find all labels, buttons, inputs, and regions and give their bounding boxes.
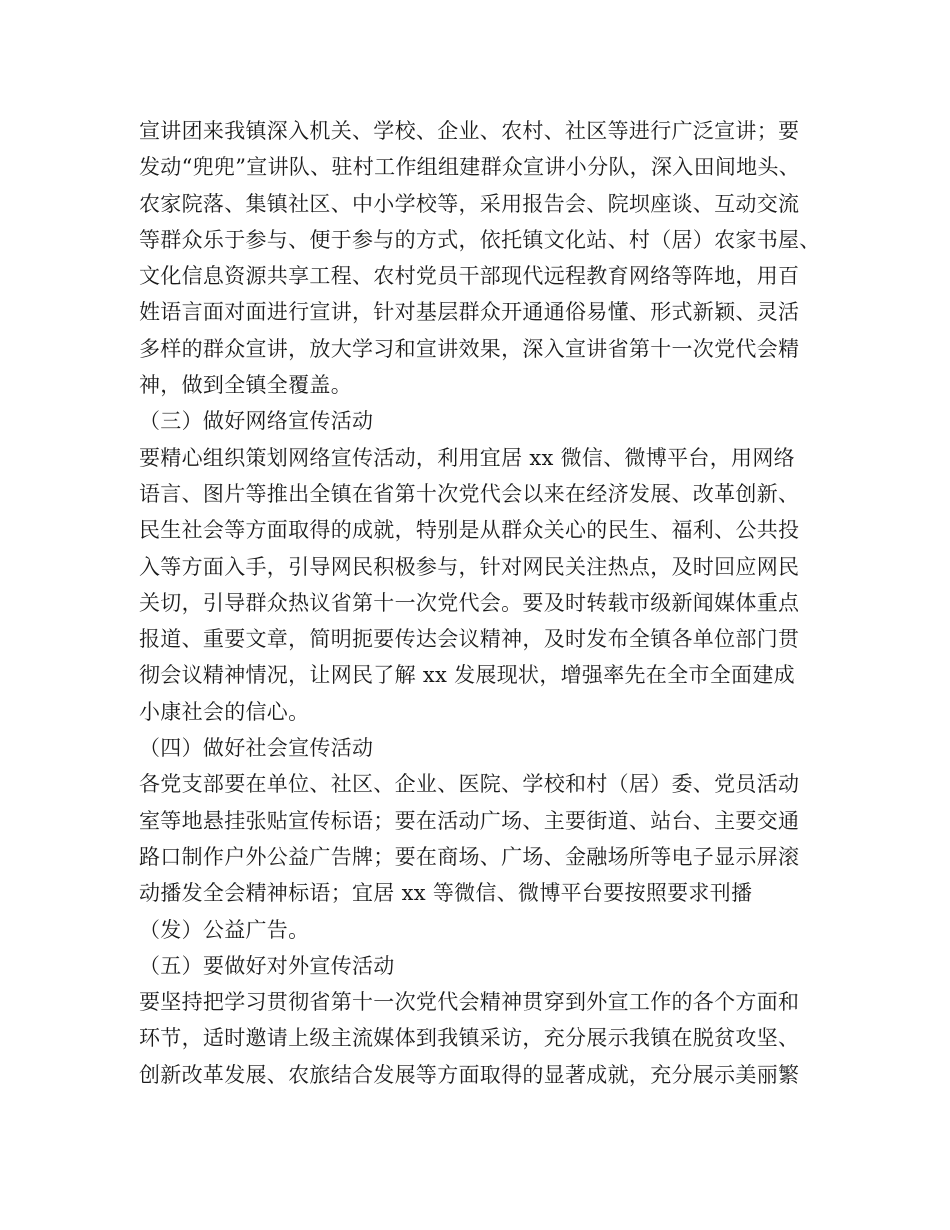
section-heading-4: （四）做好社会宣传活动	[139, 736, 374, 761]
paragraph-line: 多样的群众宣讲，放大学习和宣讲效果，深入宣讲省第十一次党代会精	[139, 336, 800, 361]
paragraph-line: 发动“兜兜”宣讲队、驻村工作组组建群众宣讲小分队，深入田间地头、	[139, 155, 801, 180]
paragraph-line: 各党支部要在单位、社区、企业、医院、学校和村（居）委、党员活动	[139, 772, 800, 797]
paragraph-line: 要精心组织策划网络宣传活动，利用宜居 xx 微信、微博平台，用网络	[139, 445, 795, 470]
document-body	[139, 113, 829, 1093]
paragraph-line: 动播发全会精神标语；宜居 xx 等微信、微博平台要按照要求刊播	[139, 881, 753, 906]
paragraph-line: 等群众乐于参与、便于参与的方式，依托镇文化站、村（居）农家书屋、	[139, 227, 821, 252]
paragraph-line: 关切，引导群众热议省第十一次党代会。要及时转载市级新闻媒体重点	[139, 590, 800, 615]
paragraph-line: 小康社会的信心。	[139, 699, 310, 724]
paragraph-line: 文化信息资源共享工程、农村党员干部现代远程教育网络等阵地，用百	[139, 264, 800, 289]
paragraph-line: 农家院落、集镇社区、中小学校等，采用报告会、院坝座谈、互动交流	[139, 191, 800, 216]
paragraph-line: 报道、重要文章，简明扼要传达会议精神，及时发布全镇各单位部门贯	[139, 627, 800, 652]
paragraph-line: 要坚持把学习贯彻省第十一次党代会精神贯穿到外宣工作的各个方面和	[139, 990, 800, 1015]
paragraph-line: 民生社会等方面取得的成就，特别是从群众关心的民生、福利、公共投	[139, 518, 800, 543]
paragraph-line: 环节，适时邀请上级主流媒体到我镇采访，充分展示我镇在脱贫攻坚、	[139, 1026, 800, 1051]
paragraph-line: （发）公益广告。	[139, 917, 310, 942]
paragraph-line: 语言、图片等推出全镇在省第十次党代会以来在经济发展、改革创新、	[139, 481, 800, 506]
paragraph-line: 彻会议精神情况，让网民了解 xx 发展现状，增强率先在全市全面建成	[139, 663, 795, 688]
paragraph-line: 姓语言面对面进行宣讲，针对基层群众开通通俗易懂、形式新颖、灵活	[139, 300, 800, 325]
paragraph-line: 创新改革发展、农旅结合发展等方面取得的显著成就，充分展示美丽繁	[139, 1062, 800, 1087]
section-heading-3: （三）做好网络宣传活动	[139, 409, 374, 434]
paragraph-line: 入等方面入手，引导网民积极参与，针对网民关注热点，及时回应网民	[139, 554, 800, 579]
paragraph-line: 神，做到全镇全覆盖。	[139, 373, 352, 398]
section-heading-5: （五）要做好对外宣传活动	[139, 953, 395, 978]
paragraph-line: 宣讲团来我镇深入机关、学校、企业、农村、社区等进行广泛宣讲；要	[139, 119, 800, 143]
paragraph-line: 路口制作户外公益广告牌；要在商场、广场、金融场所等电子显示屏滚	[139, 844, 800, 869]
paragraph-line: 室等地悬挂张贴宣传标语；要在活动广场、主要街道、站台、主要交通	[139, 808, 800, 833]
